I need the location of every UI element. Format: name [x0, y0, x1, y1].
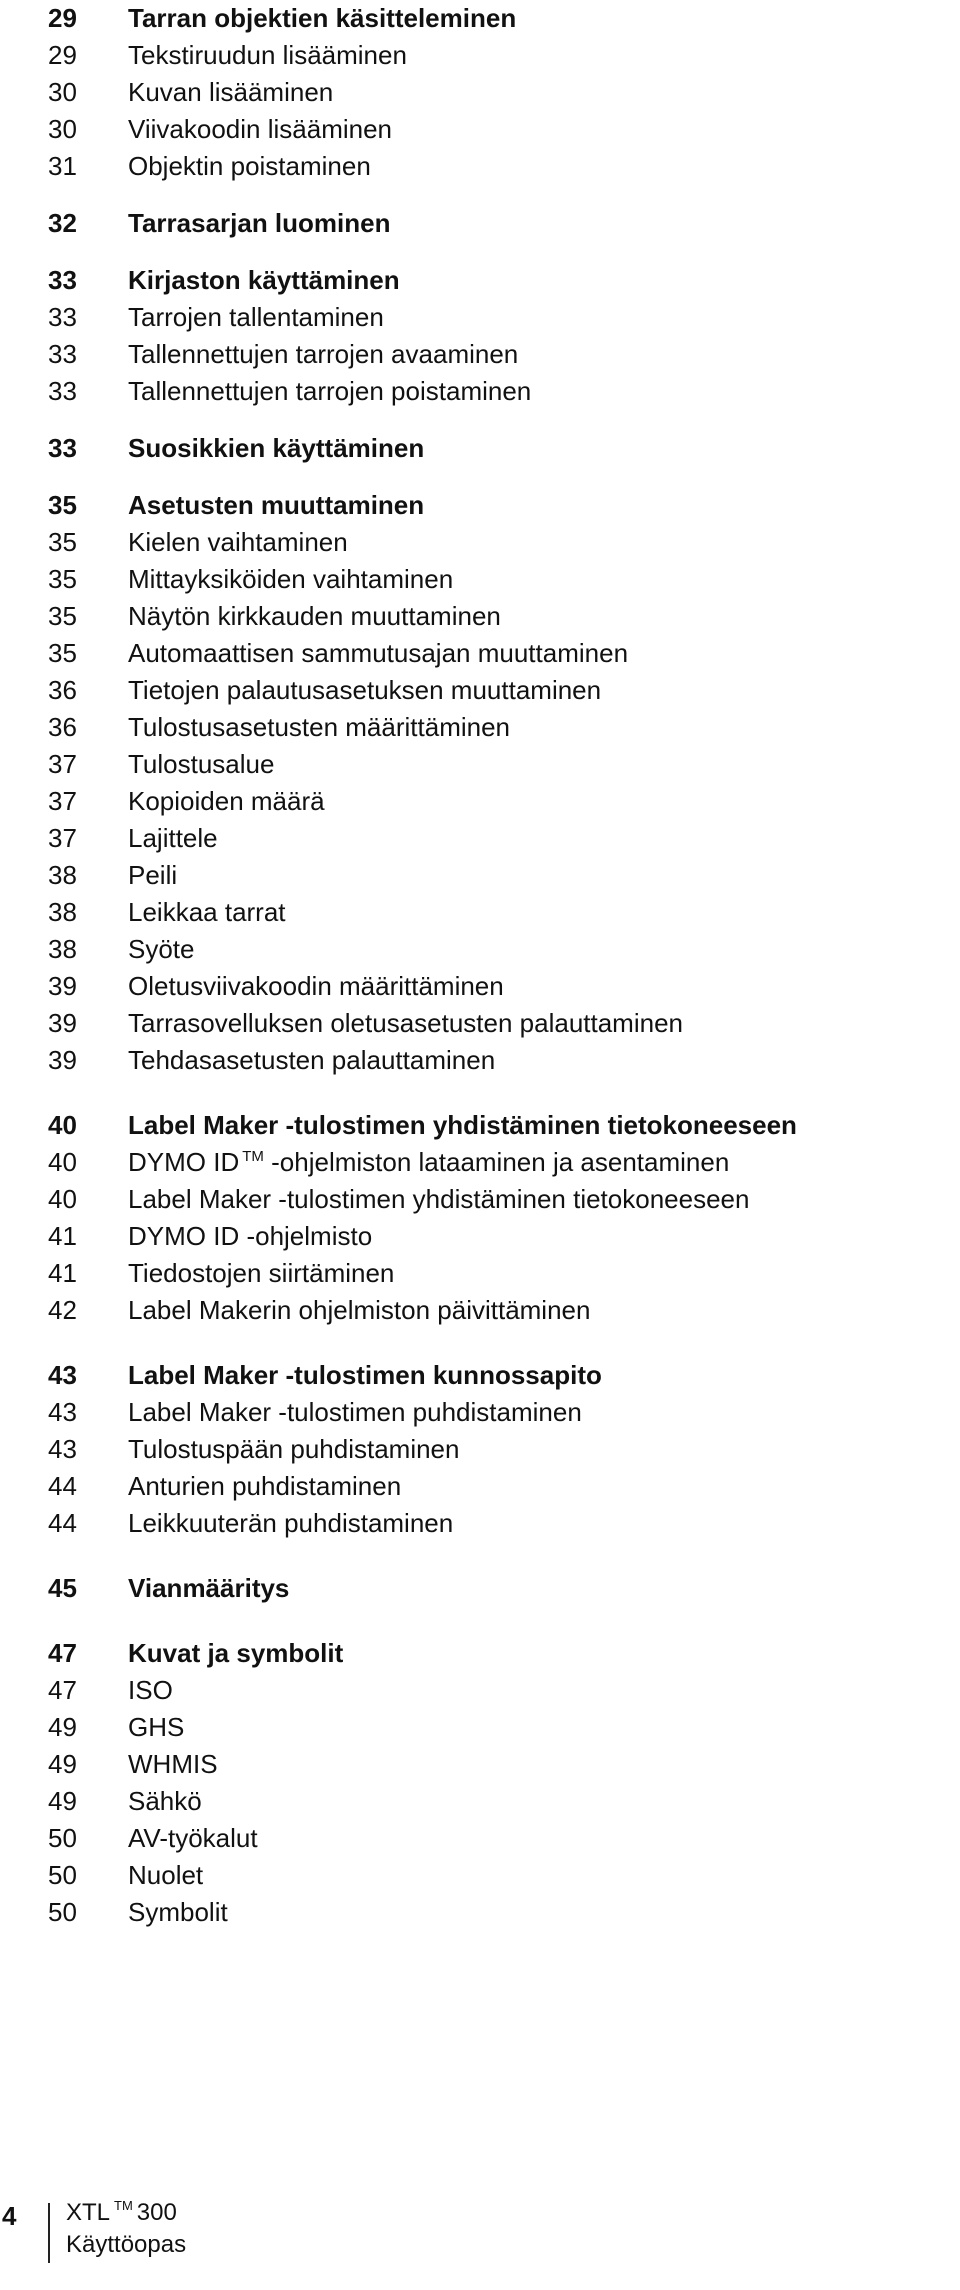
toc-entry[interactable]: [48, 1255, 948, 1292]
product-name: [66, 2199, 177, 2227]
toc-title: [128, 1394, 948, 1431]
toc-title: [128, 487, 948, 524]
toc-title-text: Tarran objektien käsitteleminen: [128, 3, 517, 33]
toc-entry[interactable]: [48, 148, 948, 185]
toc-title: [128, 1783, 948, 1820]
toc-title-text: Automaattisen sammutusajan muuttaminen: [128, 638, 629, 668]
toc-entry[interactable]: [48, 1857, 948, 1894]
toc-title: [128, 148, 948, 185]
toc-title-text: Label Maker -tulostimen puhdistaminen: [128, 1397, 582, 1427]
toc-title: [128, 1894, 948, 1931]
toc-entry[interactable]: [48, 1431, 948, 1468]
toc-title-text: Kopioiden määrä: [128, 786, 325, 816]
toc-page-number: 29: [48, 40, 77, 70]
toc-title: [128, 1635, 948, 1672]
toc-title: [128, 1746, 948, 1783]
toc-title: [128, 1431, 948, 1468]
toc-title: [128, 111, 948, 148]
table-of-contents: [48, 0, 948, 1931]
toc-entry[interactable]: [48, 635, 948, 672]
toc-title: [128, 746, 948, 783]
toc-entry[interactable]: [48, 672, 948, 709]
toc-title: [128, 1107, 948, 1144]
toc-title: [128, 1468, 948, 1505]
toc-title-text: DYMO ID -ohjelmisto: [128, 1221, 373, 1251]
toc-page-number: 31: [48, 151, 77, 181]
toc-title-text: Anturien puhdistaminen: [128, 1471, 402, 1501]
toc-title-text: Kuvat ja symbolit: [128, 1638, 344, 1668]
toc-entry[interactable]: [48, 1783, 948, 1820]
toc-page-number: 43: [48, 1397, 77, 1427]
toc-entry[interactable]: [48, 1468, 948, 1505]
toc-title-text: Label Makerin ohjelmiston päivittäminen: [128, 1295, 591, 1325]
toc-title-text: Leikkuuterän puhdistaminen: [128, 1508, 454, 1538]
toc-entry[interactable]: [48, 1218, 948, 1255]
toc-page-number: 30: [48, 77, 77, 107]
toc-page-number: 40: [48, 1110, 77, 1140]
toc-page-number: 44: [48, 1508, 77, 1538]
toc-page-number: 37: [48, 823, 77, 853]
toc-title-text: Tallennettujen tarrojen avaaminen: [128, 339, 519, 369]
toc-entry[interactable]: [48, 1894, 948, 1931]
toc-page-number: 50: [48, 1897, 77, 1927]
toc-title: [128, 968, 948, 1005]
toc-title: [128, 430, 948, 467]
toc-title: [128, 37, 948, 74]
toc-section-entry[interactable]: [48, 487, 948, 524]
toc-entry[interactable]: [48, 1505, 948, 1542]
toc-section-entry[interactable]: [48, 0, 948, 37]
toc-page-number: 39: [48, 1008, 77, 1038]
toc-title: [128, 635, 948, 672]
toc-title-text: Suosikkien käyttäminen: [128, 433, 425, 463]
toc-title-text: DYMO ID: [128, 1147, 240, 1177]
toc-entry[interactable]: [48, 524, 948, 561]
toc-page-number: 49: [48, 1786, 77, 1816]
toc-title: [128, 1255, 948, 1292]
toc-entry[interactable]: [48, 1746, 948, 1783]
toc-page-number: 29: [48, 3, 77, 33]
toc-title: [128, 1672, 948, 1709]
toc-page-number: 44: [48, 1471, 77, 1501]
toc-title: [128, 74, 948, 111]
toc-entry[interactable]: [48, 709, 948, 746]
guide-title: Käyttöopas: [66, 2231, 187, 2258]
toc-entry[interactable]: [48, 1292, 948, 1329]
product-brand: XTL: [66, 2199, 111, 2226]
toc-title: [128, 598, 948, 635]
toc-title-text: Oletusviivakoodin määrittäminen: [128, 971, 504, 1001]
toc-title-text: Tarrasovelluksen oletusasetusten palauttaminen: [128, 1008, 684, 1038]
trademark-mark: TM: [242, 1148, 264, 1165]
toc-page-number: 41: [48, 1221, 77, 1251]
toc-section-entry[interactable]: [48, 1357, 948, 1394]
toc-page-number: 43: [48, 1360, 77, 1390]
toc-entry[interactable]: [48, 598, 948, 635]
toc-page-number: 49: [48, 1712, 77, 1742]
toc-page-number: 36: [48, 675, 77, 705]
product-model: 300: [136, 2199, 177, 2226]
toc-entry[interactable]: [48, 1042, 948, 1079]
toc-title: [128, 336, 948, 373]
toc-title: [128, 373, 948, 410]
toc-entry[interactable]: [48, 894, 948, 931]
toc-entry[interactable]: [48, 968, 948, 1005]
toc-title-text: Kuvan lisääminen: [128, 77, 334, 107]
toc-section-entry[interactable]: [48, 262, 948, 299]
toc-title: [128, 857, 948, 894]
toc-page-number: 38: [48, 934, 77, 964]
toc-title: [128, 1709, 948, 1746]
toc-title: [128, 1570, 948, 1607]
toc-title-text: Lajittele: [128, 823, 218, 853]
toc-title-text: GHS: [128, 1712, 185, 1742]
toc-title-text: Kielen vaihtaminen: [128, 527, 348, 557]
toc-page-number: 38: [48, 860, 77, 890]
toc-page-number: 35: [48, 490, 77, 520]
toc-title-text: Label Maker -tulostimen yhdistäminen tietokoneeseen: [128, 1110, 797, 1140]
toc-section-entry[interactable]: [48, 1635, 948, 1672]
toc-title: [128, 931, 948, 968]
toc-title-text: Tallennettujen tarrojen poistaminen: [128, 376, 532, 406]
toc-page-number: 30: [48, 114, 77, 144]
toc-entry[interactable]: [48, 820, 948, 857]
toc-title-text: Tietojen palautusasetuksen muuttaminen: [128, 675, 602, 705]
toc-title-text: Tulostusasetusten määrittäminen: [128, 712, 511, 742]
toc-title: [128, 672, 948, 709]
toc-page-number: 33: [48, 339, 77, 369]
toc-title-text: Tulostuspään puhdistaminen: [128, 1434, 460, 1464]
toc-entry[interactable]: [48, 1181, 948, 1218]
toc-title: [128, 299, 948, 336]
toc-page-number: 40: [48, 1184, 77, 1214]
toc-title-text: Label Maker -tulostimen kunnossapito: [128, 1360, 602, 1390]
toc-title-text: ISO: [128, 1675, 173, 1705]
toc-title: [128, 561, 948, 598]
toc-entry[interactable]: [48, 857, 948, 894]
toc-title-text: Tarrasarjan luominen: [128, 208, 391, 238]
toc-page-number: 45: [48, 1573, 77, 1603]
page-footer: [0, 2195, 960, 2265]
toc-page-number: 37: [48, 749, 77, 779]
toc-title: [128, 1820, 948, 1857]
toc-title: [128, 0, 948, 37]
toc-page-number: 36: [48, 712, 77, 742]
toc-page-number: 39: [48, 971, 77, 1001]
toc-title-text: Tiedostojen siirtäminen: [128, 1258, 395, 1288]
toc-entry[interactable]: [48, 1709, 948, 1746]
toc-title-text: AV-työkalut: [128, 1823, 258, 1853]
toc-entry[interactable]: [48, 931, 948, 968]
footer-divider: [48, 2203, 50, 2263]
toc-section-entry[interactable]: [48, 205, 948, 242]
toc-section-entry[interactable]: [48, 1570, 948, 1607]
toc-page-number: 47: [48, 1638, 77, 1668]
toc-entry[interactable]: [48, 1394, 948, 1431]
toc-entry[interactable]: [48, 299, 948, 336]
toc-title-text: Leikkaa tarrat: [128, 897, 286, 927]
toc-entry[interactable]: [48, 1672, 948, 1709]
toc-title: [128, 524, 948, 561]
toc-page-number: 35: [48, 601, 77, 631]
toc-page-number: 33: [48, 376, 77, 406]
toc-title: [128, 1005, 948, 1042]
toc-page-number: 32: [48, 208, 77, 238]
toc-title-text: Symbolit: [128, 1897, 228, 1927]
toc-title-text: Nuolet: [128, 1860, 204, 1890]
toc-title-text: Näytön kirkkauden muuttaminen: [128, 601, 501, 631]
toc-title: [128, 1042, 948, 1079]
toc-page-number: 43: [48, 1434, 77, 1464]
toc-page-number: 42: [48, 1295, 77, 1325]
toc-title-text: WHMIS: [128, 1749, 218, 1779]
toc-title-text: Asetusten muuttaminen: [128, 490, 425, 520]
toc-entry[interactable]: [48, 1144, 948, 1181]
toc-title: [128, 820, 948, 857]
toc-title-text: Vianmääritys: [128, 1573, 290, 1603]
toc-page-number: 35: [48, 638, 77, 668]
toc-title-text: Tekstiruudun lisääminen: [128, 40, 407, 70]
toc-entry[interactable]: [48, 111, 948, 148]
toc-title-text: Syöte: [128, 934, 195, 964]
toc-title: [128, 262, 948, 299]
toc-title-text: Tulostusalue: [128, 749, 275, 779]
toc-page-number: 47: [48, 1675, 77, 1705]
toc-title: [128, 783, 948, 820]
toc-title: [128, 1144, 948, 1181]
toc-entry[interactable]: [48, 1820, 948, 1857]
toc-title-text: Tehdasasetusten palauttaminen: [128, 1045, 496, 1075]
toc-title-text: Viivakoodin lisääminen: [128, 114, 393, 144]
toc-page-number: 33: [48, 302, 77, 332]
toc-title: [128, 894, 948, 931]
toc-entry[interactable]: [48, 74, 948, 111]
toc-page-number: 37: [48, 786, 77, 816]
toc-title-text-cont: -ohjelmiston lataaminen ja asentaminen: [263, 1147, 730, 1177]
toc-title: [128, 205, 948, 242]
toc-page-number: 40: [48, 1147, 77, 1177]
page-number: 4: [2, 2201, 17, 2231]
toc-title-text: Tarrojen tallentaminen: [128, 302, 384, 332]
toc-page-number: 41: [48, 1258, 77, 1288]
toc-page-number: 33: [48, 433, 77, 463]
toc-page-number: 38: [48, 897, 77, 927]
toc-title-text: Kirjaston käyttäminen: [128, 265, 400, 295]
toc-title-text: Peili: [128, 860, 178, 890]
toc-page-number: 33: [48, 265, 77, 295]
toc-entry[interactable]: [48, 1005, 948, 1042]
toc-title: [128, 1857, 948, 1894]
trademark-mark: TM: [114, 2198, 133, 2213]
toc-title: [128, 709, 948, 746]
toc-entry[interactable]: [48, 336, 948, 373]
toc-page-number: 35: [48, 564, 77, 594]
toc-entry[interactable]: [48, 37, 948, 74]
toc-page-number: 50: [48, 1823, 77, 1853]
toc-title-text: Mittayksiköiden vaihtaminen: [128, 564, 454, 594]
toc-title-text: Sähkö: [128, 1786, 202, 1816]
toc-title: [128, 1357, 948, 1394]
toc-entry[interactable]: [48, 561, 948, 598]
toc-page-number: 50: [48, 1860, 77, 1890]
toc-title: [128, 1292, 948, 1329]
toc-section-entry[interactable]: [48, 1107, 948, 1144]
toc-page-number: 35: [48, 527, 77, 557]
toc-title: [128, 1505, 948, 1542]
toc-page-number: 39: [48, 1045, 77, 1075]
toc-entry[interactable]: [48, 373, 948, 410]
toc-title: [128, 1218, 948, 1255]
toc-title-text: Label Maker -tulostimen yhdistäminen tietokoneeseen: [128, 1184, 750, 1214]
toc-entry[interactable]: [48, 746, 948, 783]
toc-entry[interactable]: [48, 783, 948, 820]
toc-title: [128, 1181, 948, 1218]
toc-title-text: Objektin poistaminen: [128, 151, 371, 181]
toc-page-number: 49: [48, 1749, 77, 1779]
toc-section-entry[interactable]: [48, 430, 948, 467]
